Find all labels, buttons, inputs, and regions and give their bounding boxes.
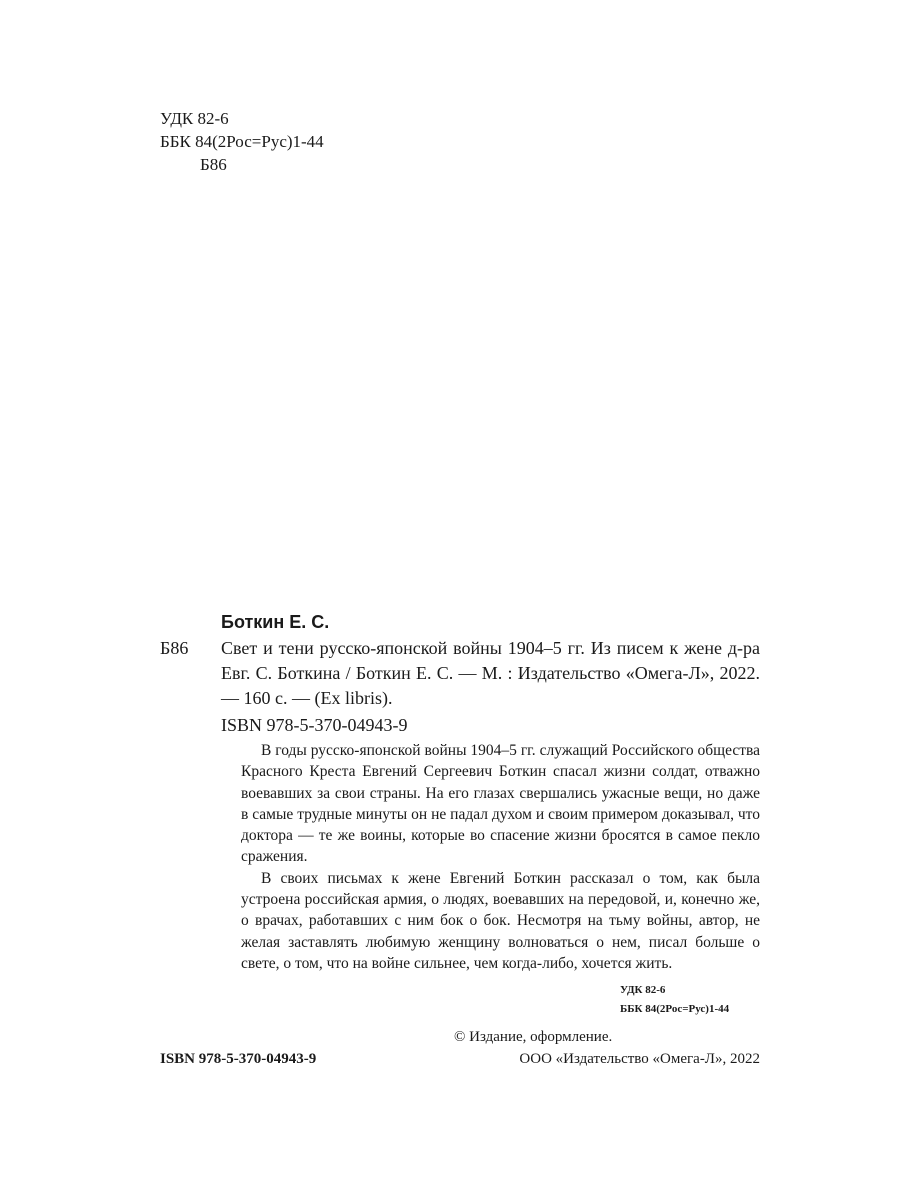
card-author-sign: Б86 (160, 638, 189, 658)
abstract-paragraph-2: В своих письмах к жене Евгений Боткин рассказал о том, как была устроена российская армия, о людях, воевавших на передовой, и, конечно же, о врачах, работавших с ним бок о бок. Несмотря на тьму войны, автор, не желая заставлять любимую женщину волноваться о нем, писал больше о свете, о том, что на войне сильнее, чем когда-либо, хочется жить. (241, 869, 760, 972)
top-bbk-code: ББК 84(2Рос=Рус)1-44 (160, 132, 324, 151)
copyright-line-1: © Издание, оформление. (454, 1029, 613, 1045)
card-abstract (241, 740, 760, 974)
top-classification-codes (160, 107, 324, 176)
footer-isbn: ISBN 978-5-370-04943-9 (160, 1051, 317, 1067)
abstract-paragraph-1: В годы русско-японской войны 1904–5 гг. служащий Российского общества Красного Креста Евгений Сергеевич Боткин спасал жизни солдат, отважно воевавших за свои страны. На его глазах свершались ужасные вещи, но даже в самые трудные минуты он не падал духом и своим примером доказывал, что доктора — те же воины, которые во спасение жизни бросятся в самое пекло сражения. (241, 742, 760, 866)
top-author-sign: Б86 (200, 155, 227, 174)
top-udk-code: УДК 82-6 (160, 109, 229, 128)
card-author: Боткин Е. С. (221, 612, 330, 632)
card-title-description (221, 636, 760, 711)
card-title-text: Свет и тени русско-японской войны 1904–5 гг. Из писем к жене д-ра Евг. С. Боткина / Боткин Е. С. — М. : Издательство «Омега-Л», 2022. — 160 с. — (Ex libris). (221, 638, 760, 708)
copyright-notice (454, 1026, 760, 1070)
card-udk-code: УДК 82-6 (620, 984, 666, 996)
card-classification-codes (620, 981, 760, 1019)
card-isbn: ISBN 978-5-370-04943-9 (221, 715, 408, 735)
card-bbk-code: ББК 84(2Рос=Рус)1-44 (620, 1003, 730, 1015)
copyright-line-2: ООО «Издательство «Омега-Л», 2022 (519, 1051, 760, 1067)
